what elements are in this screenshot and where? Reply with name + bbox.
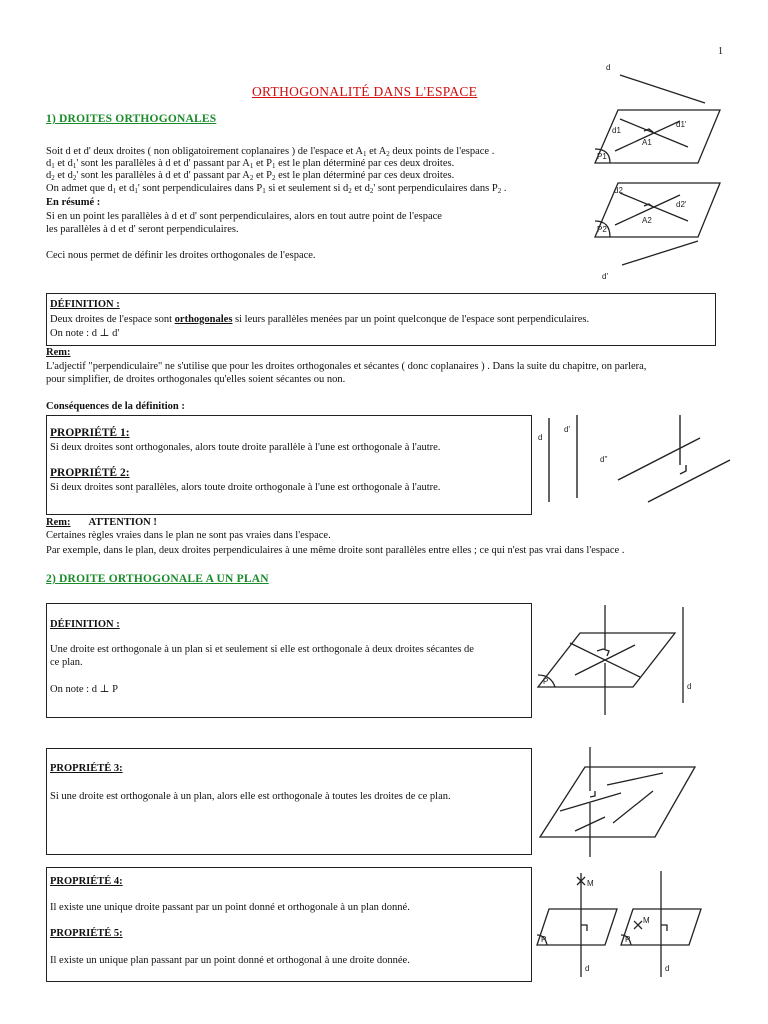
figure-properties-4-5 (535, 865, 705, 985)
rem-1-line-1: L'adjectif "perpendiculaire" ne s'utilise que pour les droites orthogonales et sécantes ( donc coplanaires ) . Dans la suite du chapitre, on parlera, (46, 361, 647, 372)
page-number: 1 (718, 46, 723, 57)
label-d-right: d (665, 964, 670, 973)
definition-text: Deux droites de l'espace sont orthogonales si leurs parallèles menées par un point quelconque de l'espace sont perpendiculaires. (50, 314, 590, 325)
plane-p1 (595, 110, 720, 163)
definition-2-line-2: ce plan. (50, 657, 83, 668)
plane-line-3 (613, 791, 653, 823)
definition-note: On note : d ⊥ d' (50, 328, 120, 339)
line-d-third (648, 460, 730, 502)
intro-line-4: On admet que $d_1$ et $d_1'$ sont perpendiculaires dans $P_1$ si et seulement si $d_2$ et $d_2'$ sont perpendiculaires dans $P_2$ . (46, 183, 507, 195)
label-d: d (538, 433, 543, 442)
label-d: d (687, 682, 692, 691)
resume-label: En résumé : (46, 197, 101, 208)
intro-line-1: Soit d et d' deux droites ( non obligatoirement coplanaires ) de l'espace et $A_1$ et $A_2$ deux points de l'espace . (46, 146, 495, 158)
definition-2-line-1: Une droite est orthogonale à un plan si et seulement si elle est orthogonale à deux droites sécantes de (50, 644, 474, 655)
definition-box-1 (46, 293, 716, 346)
definition-label: DÉFINITION : (50, 299, 120, 310)
intro-line-2: $d_1$ et $d_1'$ sont les parallèles à d et d' passant par $A_1$ et $P_1$ est le plan déterminé par ces deux droites. (46, 158, 455, 170)
label-p: P (543, 677, 549, 686)
point-m-right (634, 921, 642, 929)
property-3-text: Si une droite est orthogonale à un plan, alors elle est orthogonale à toutes les droites de ce plan. (50, 791, 451, 802)
label-d1-prime: d1' (676, 120, 687, 129)
section-1-heading: 1) DROITES ORTHOGONALES (46, 113, 217, 125)
plane-p-left (537, 909, 617, 945)
label-a2: A2 (642, 216, 652, 225)
label-d-second: d'' (600, 455, 608, 464)
property-2-text: Si deux droites sont parallèles, alors toute droite orthogonale à l'une est orthogonale à l'autre. (50, 482, 441, 493)
property-3-label: PROPRIÉTÉ 3: (50, 763, 123, 774)
label-d-prime: d' (564, 425, 570, 434)
figure-parallel-lines (530, 410, 730, 510)
label-d2: d2 (614, 186, 623, 195)
label-d2-prime: d2' (676, 200, 687, 209)
property-4-label: PROPRIÉTÉ 4: (50, 876, 123, 887)
label-d: d (606, 63, 611, 72)
right-angle-right (661, 925, 667, 931)
rem-2-header: Rem: ATTENTION ! (46, 517, 157, 528)
properties-4-5-box (46, 867, 532, 982)
label-d-left: d (585, 964, 590, 973)
label-p-right: P (625, 935, 631, 944)
label-p1: P1 (597, 152, 607, 161)
rem-2-line-2: Par exemple, dans le plan, deux droites perpendiculaires à une même droite sont parallèles entre elles ; ce qui n'est pas vrai dans l'espace . (46, 545, 625, 556)
right-angle-left (581, 925, 587, 931)
line-d (620, 75, 705, 103)
plane-line-2 (607, 773, 663, 785)
figure-orthogonal-lines (580, 55, 730, 285)
page-title: ORTHOGONALITÉ DANS L'ESPACE (252, 84, 478, 99)
label-p2: P2 (597, 225, 607, 234)
label-m-right: M (643, 916, 650, 925)
plane (540, 767, 695, 837)
right-angle-mark-1 (597, 649, 609, 656)
label-p-left: P (541, 935, 547, 944)
resume-line-2: les parallèles à d et d' seront perpendiculaires. (46, 224, 239, 235)
resume-line-1: Si en un point les parallèles à d et d' sont perpendiculaires, alors en tout autre point de l'espace (46, 211, 442, 222)
property-3-box (46, 748, 532, 855)
rem-1-label: Rem: (46, 347, 71, 358)
rem-1-line-2: pour simplifier, de droites orthogonales qu'elles soient sécantes ou non. (46, 374, 346, 385)
line-d-prime (622, 241, 698, 265)
right-angle-mark (680, 465, 686, 474)
definition-box-2 (46, 603, 532, 718)
line-d-second (618, 438, 700, 480)
intro-line-3: $d_2$ et $d_2'$ sont les parallèles à d et d' passant par $A_2$ et $P_2$ est le plan déterminé par ces deux droites. (46, 170, 455, 182)
consequences-label: Conséquences de la définition : (46, 401, 185, 412)
label-d-prime: d' (602, 272, 608, 281)
plane-p (538, 633, 675, 687)
definition-2-label: DÉFINITION : (50, 619, 120, 630)
figure-property-3 (535, 745, 695, 860)
rem-2-line-1: Certaines règles vraies dans le plan ne sont pas vraies dans l'espace. (46, 530, 331, 541)
property-1-text: Si deux droites sont orthogonales, alors toute droite parallèle à l'une est orthogonale à l'autre. (50, 442, 441, 453)
right-angle-a2 (644, 204, 653, 207)
label-d1: d1 (612, 126, 621, 135)
property-5-label: PROPRIÉTÉ 5: (50, 928, 123, 939)
right-angle-mark (590, 791, 595, 797)
property-5-text: Il existe un unique plan passant par un point donné et orthogonal à une droite donnée. (50, 955, 410, 966)
property-4-text: Il existe une unique droite passant par un point donné et orthogonale à un plan donné. (50, 902, 410, 913)
label-m-left: M (587, 879, 594, 888)
label-a1: A1 (642, 138, 652, 147)
property-1-label: PROPRIÉTÉ 1: (50, 427, 130, 439)
ceci-line: Ceci nous permet de définir les droites orthogonales de l'espace. (46, 250, 316, 261)
property-2-label: PROPRIÉTÉ 2: (50, 467, 130, 479)
figure-line-orthogonal-plane (535, 605, 715, 720)
definition-2-note: On note : d ⊥ P (50, 684, 118, 695)
section-2-heading: 2) DROITE ORTHOGONALE A UN PLAN (46, 573, 269, 585)
properties-1-2-box (46, 415, 532, 515)
